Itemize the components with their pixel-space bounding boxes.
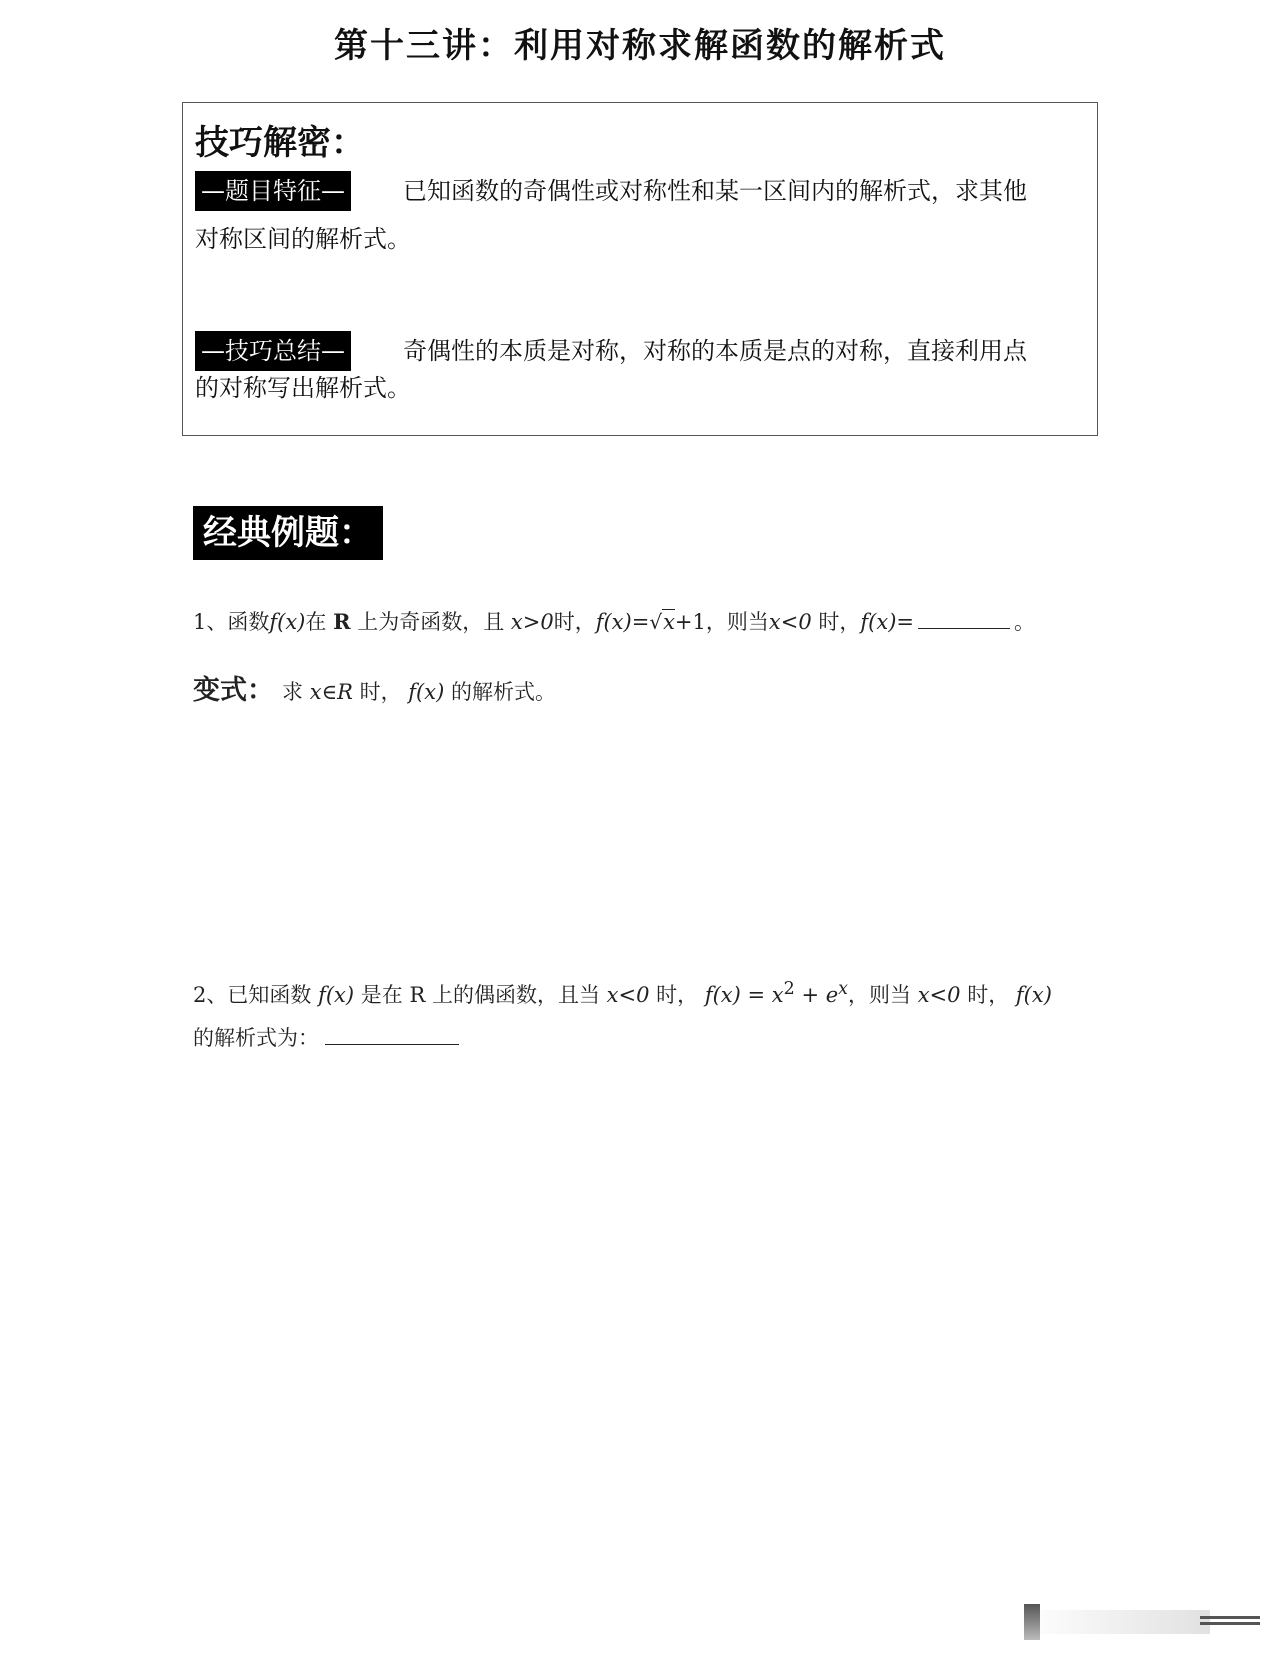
variant-text: 求 xyxy=(282,680,303,704)
p1-num: 1、函数 xyxy=(193,610,270,634)
p1-text: 时， xyxy=(553,610,596,634)
tips-box xyxy=(182,102,1098,436)
p1-cond2: x<0 xyxy=(768,610,812,634)
p1-text: 。 xyxy=(1014,610,1035,634)
summary-row xyxy=(195,331,1087,405)
p1-cond: x>0 xyxy=(510,610,554,634)
p1-text: +1，则当 xyxy=(674,610,769,634)
p1-fx: f(x) xyxy=(269,610,306,634)
p2-fx: f(x) xyxy=(318,983,355,1007)
variant-text: 时， xyxy=(359,680,402,704)
variant-expr: x∈R xyxy=(309,680,353,704)
p2-text: 是在 xyxy=(360,983,403,1007)
p1-text: 时， xyxy=(818,610,861,634)
scroll-lines-icon xyxy=(1200,1616,1260,1628)
p1-fx: f(x)= xyxy=(860,610,914,634)
problem-1 xyxy=(193,606,1035,636)
p1-text: 在 xyxy=(305,610,327,634)
answer-blank-1[interactable] xyxy=(918,610,1010,629)
variant-fx: f(x) xyxy=(408,680,445,704)
p2-R: R xyxy=(409,983,426,1007)
p1-sqrt-arg: x xyxy=(663,610,675,634)
summary-text-line2: 的对称写出解析式。 xyxy=(195,374,411,402)
sqrt-icon: √ xyxy=(649,610,663,634)
page-title: 第十三讲：利用对称求解函数的解析式 xyxy=(334,26,946,66)
variant-1 xyxy=(193,668,556,707)
answer-blank-2[interactable] xyxy=(325,1026,459,1045)
p2-formula-lhs: f(x) = x xyxy=(704,983,784,1007)
p2-num: 2、已知函数 xyxy=(193,983,312,1007)
p2-text: 上的偶函数，且当 xyxy=(431,983,600,1007)
p1-fx: f(x)= xyxy=(595,610,650,634)
feature-tag: —题目特征— xyxy=(195,171,351,211)
p2-text: 时， xyxy=(656,983,699,1007)
scroll-thumb[interactable] xyxy=(1024,1604,1040,1640)
p2-text: ，则当 xyxy=(848,983,912,1007)
summary-text-line1: 奇偶性的本质是对称，对称的本质是点的对称，直接利用点 xyxy=(403,337,1027,365)
tips-heading: 技巧解密： xyxy=(195,123,365,163)
p1-text: 上为奇函数，且 xyxy=(357,610,505,634)
summary-tag: —技巧总结— xyxy=(195,331,351,371)
p2-expx: x xyxy=(838,979,849,999)
scroll-shadow xyxy=(1020,1610,1210,1634)
examples-heading: 经典例题： xyxy=(193,506,383,560)
problem-2 xyxy=(193,974,1093,1010)
p1-R: R xyxy=(333,609,351,634)
variant-label: 变式： xyxy=(193,675,274,706)
variant-text: 的解析式。 xyxy=(450,680,556,704)
p2-formula-mid: + e xyxy=(794,983,839,1007)
p2-cond2: x<0 xyxy=(917,983,961,1007)
feature-text-line1: 已知函数的奇偶性或对称性和某一区间内的解析式，求其他 xyxy=(403,177,1027,205)
p2-line2: 的解析式为： xyxy=(193,1026,319,1050)
feature-text-line2: 对称区间的解析式。 xyxy=(195,225,411,253)
problem-2-line2 xyxy=(193,1022,459,1052)
p2-cond: x<0 xyxy=(606,983,650,1007)
scroll-indicator[interactable] xyxy=(1020,1604,1250,1642)
feature-row xyxy=(195,171,1087,253)
p2-exp2: 2 xyxy=(783,979,795,999)
p2-fx2: f(x) xyxy=(1015,983,1052,1007)
p2-text: 时， xyxy=(967,983,1010,1007)
